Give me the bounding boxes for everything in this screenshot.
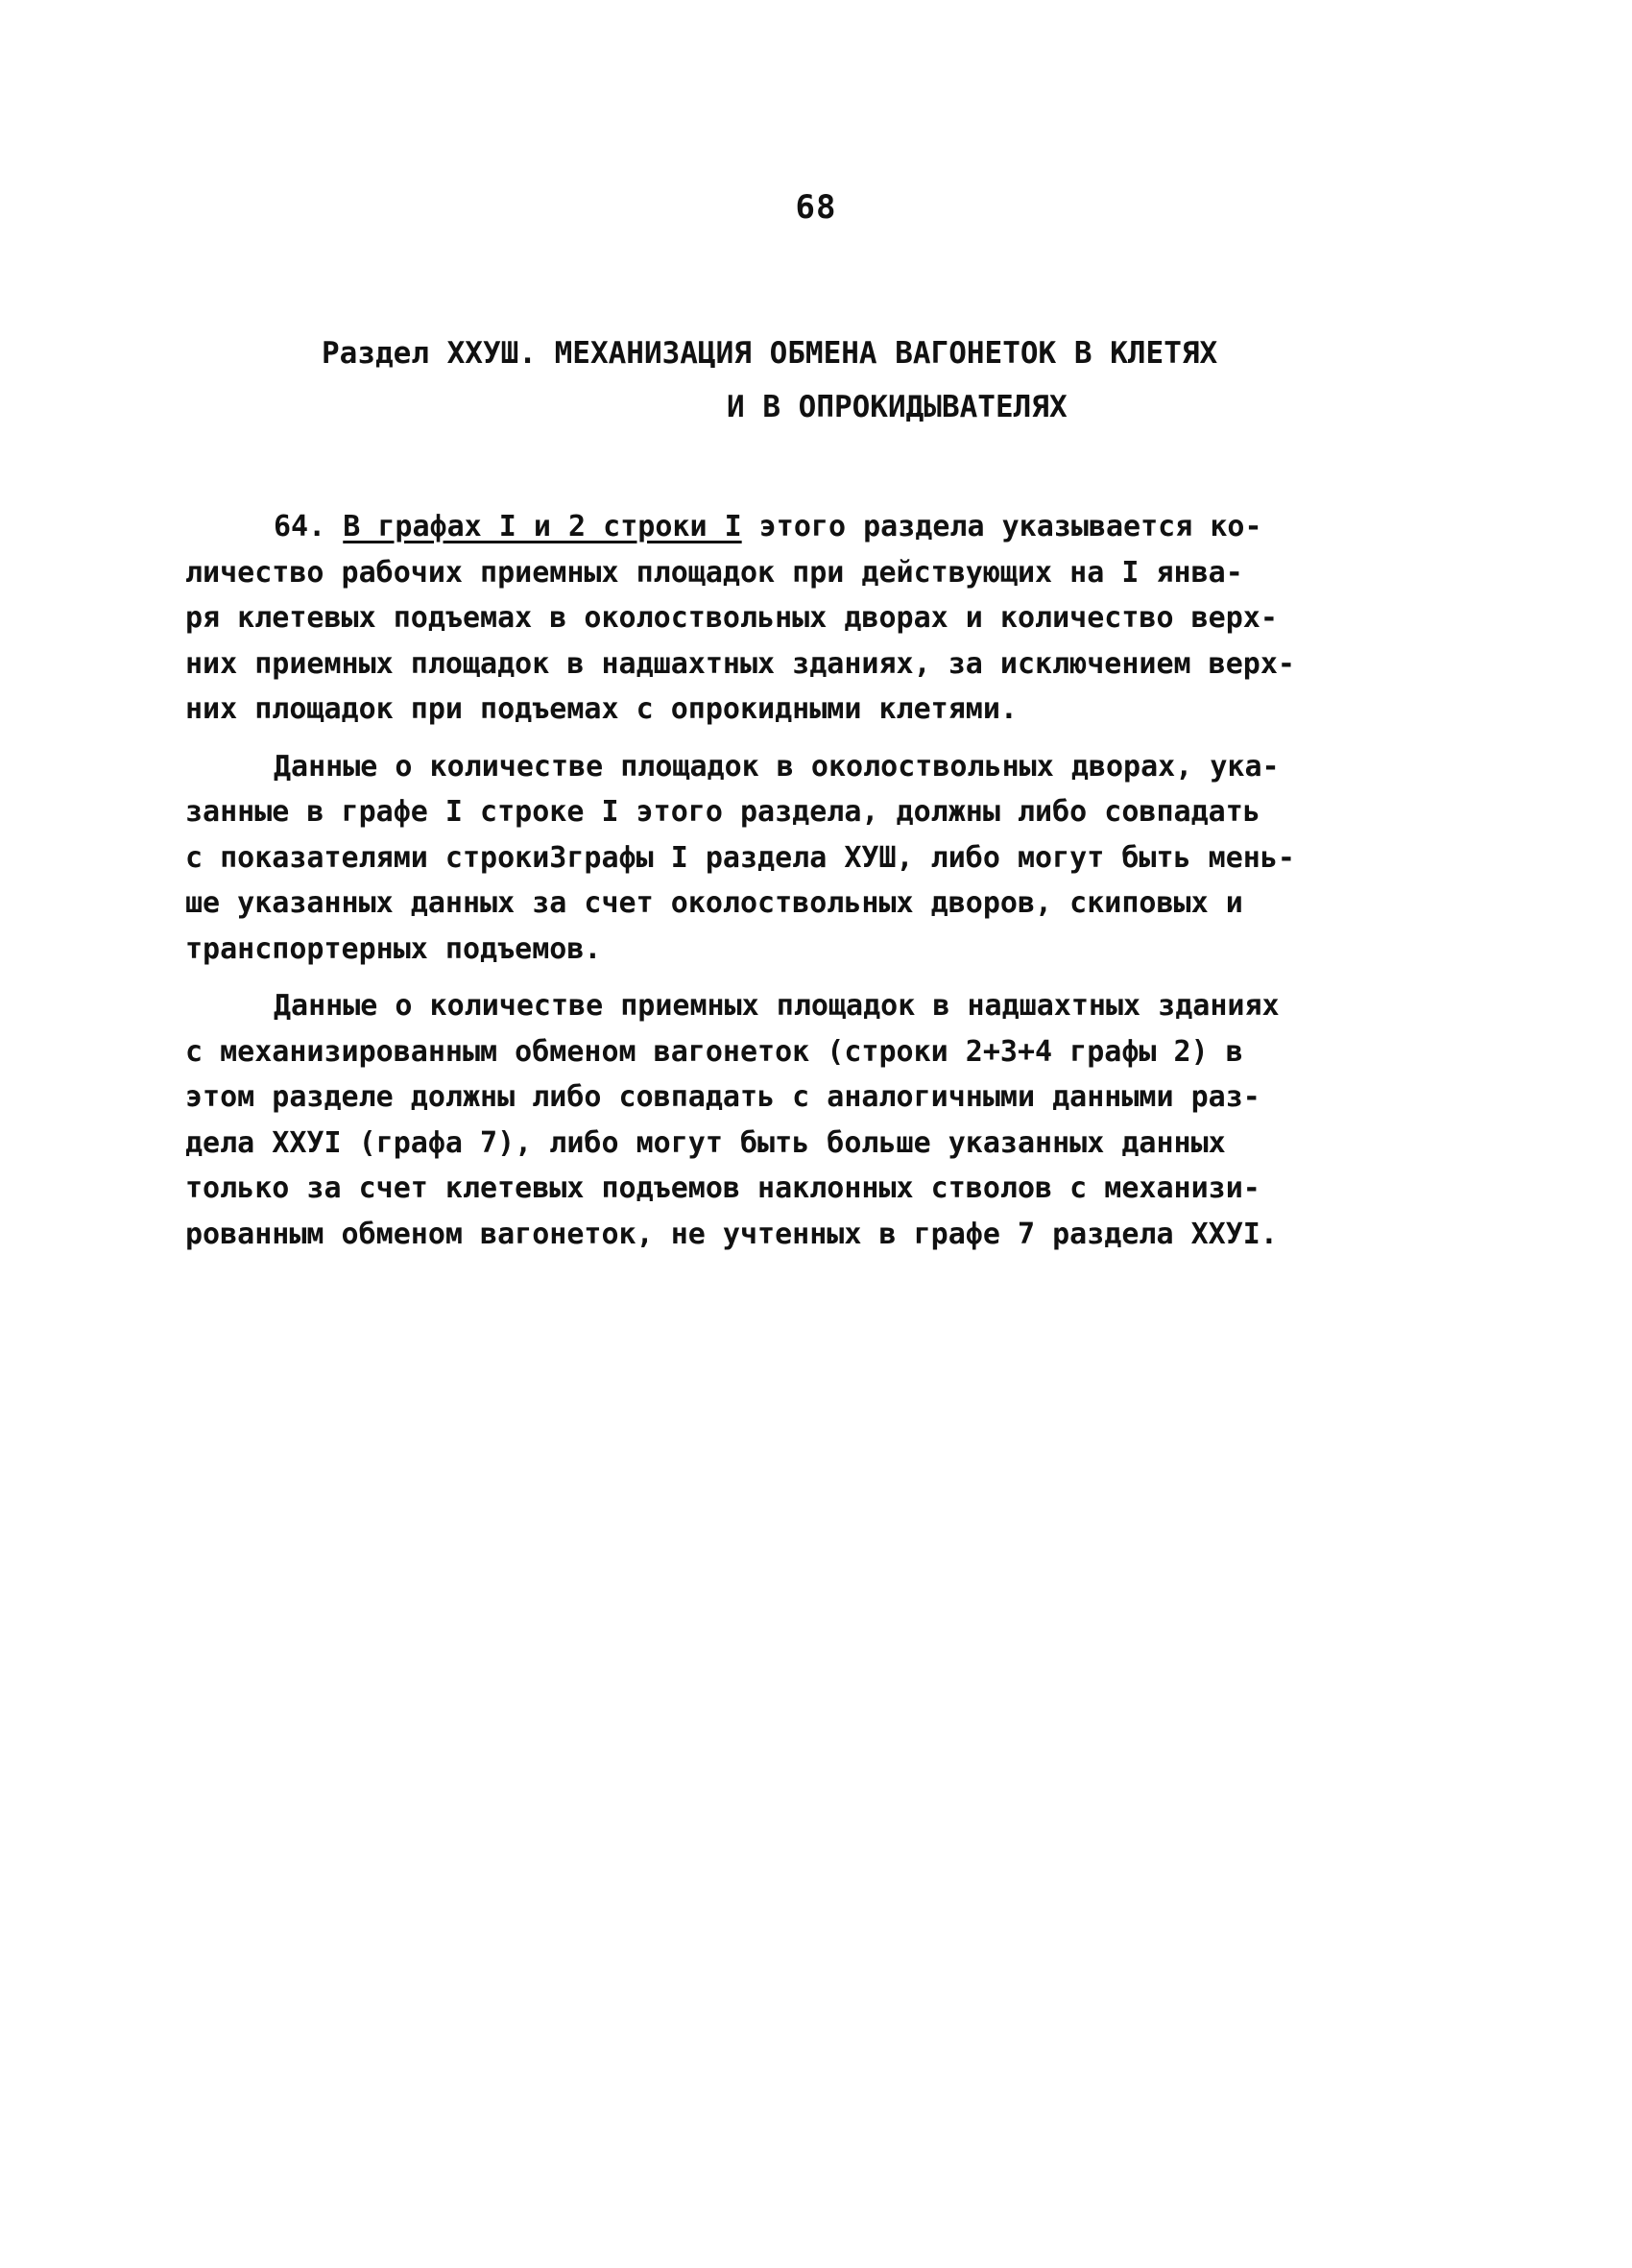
- paragraph-line: ше указанных данных за счет околоствольных дворов, скиповых и: [185, 886, 1243, 920]
- underlined-reference: В графах I и 2 строки I: [343, 510, 742, 543]
- item-number: 64.: [274, 510, 326, 543]
- paragraph-line: них приемных площадок в надшахтных зданиях, за исключением верх-: [185, 646, 1295, 681]
- section-title-line-2: И В ОПРОКИДЫВАТЕЛЯХ: [727, 390, 1068, 424]
- paragraph-line: рованным обменом вагонеток, не учтенных в графе 7 раздела XXУI.: [185, 1217, 1278, 1251]
- body-text: [185, 504, 1452, 1257]
- paragraph-line: с механизированным обменом вагонеток (строки 2+3+4 графы 2) в: [185, 1034, 1243, 1069]
- paragraph-line: только за счет клетевых подъемов наклонных стволов с механизи-: [185, 1171, 1260, 1205]
- paragraph-line: этом разделе должны либо совпадать с аналогичными данными раз-: [185, 1080, 1260, 1114]
- paragraph-line: транспортерных подъемов.: [185, 931, 602, 966]
- paragraph-64: [185, 504, 1452, 733]
- paragraph-line: ря клетевых подъемах в околоствольных дворах и количество верх-: [185, 601, 1278, 635]
- paragraph-line: них площадок при подъемах с опрокидными клетями.: [185, 692, 1018, 726]
- paragraph-line-text: этого раздела указывается ко-: [758, 510, 1262, 543]
- paragraph-2: [185, 744, 1452, 973]
- paragraph-line: Данные о количестве площадок в околоствольных дворах, ука-: [274, 749, 1280, 784]
- paragraph-line: Данные о количестве приемных площадок в надшахтных зданиях: [274, 989, 1280, 1023]
- paragraph-line: дела XXУI (графа 7), либо могут быть больше указанных данных: [185, 1125, 1226, 1160]
- page-number: 68: [795, 188, 837, 227]
- paragraph-line: занные в графе I строке I этого раздела, должны либо совпадать: [185, 795, 1260, 829]
- paragraph-line: личество рабочих приемных площадок при действующих на I янва-: [185, 555, 1243, 590]
- paragraph-line: [185, 504, 1452, 550]
- paragraph-3: [185, 983, 1452, 1257]
- paragraph-line: с показателями строки3графы I раздела ХУШ, либо могут быть мень-: [185, 840, 1295, 875]
- section-title-line-1: Раздел XXУШ. МЕХАНИЗАЦИЯ ОБМЕНА ВАГОНЕТОК В КЛЕТЯХ: [322, 336, 1218, 371]
